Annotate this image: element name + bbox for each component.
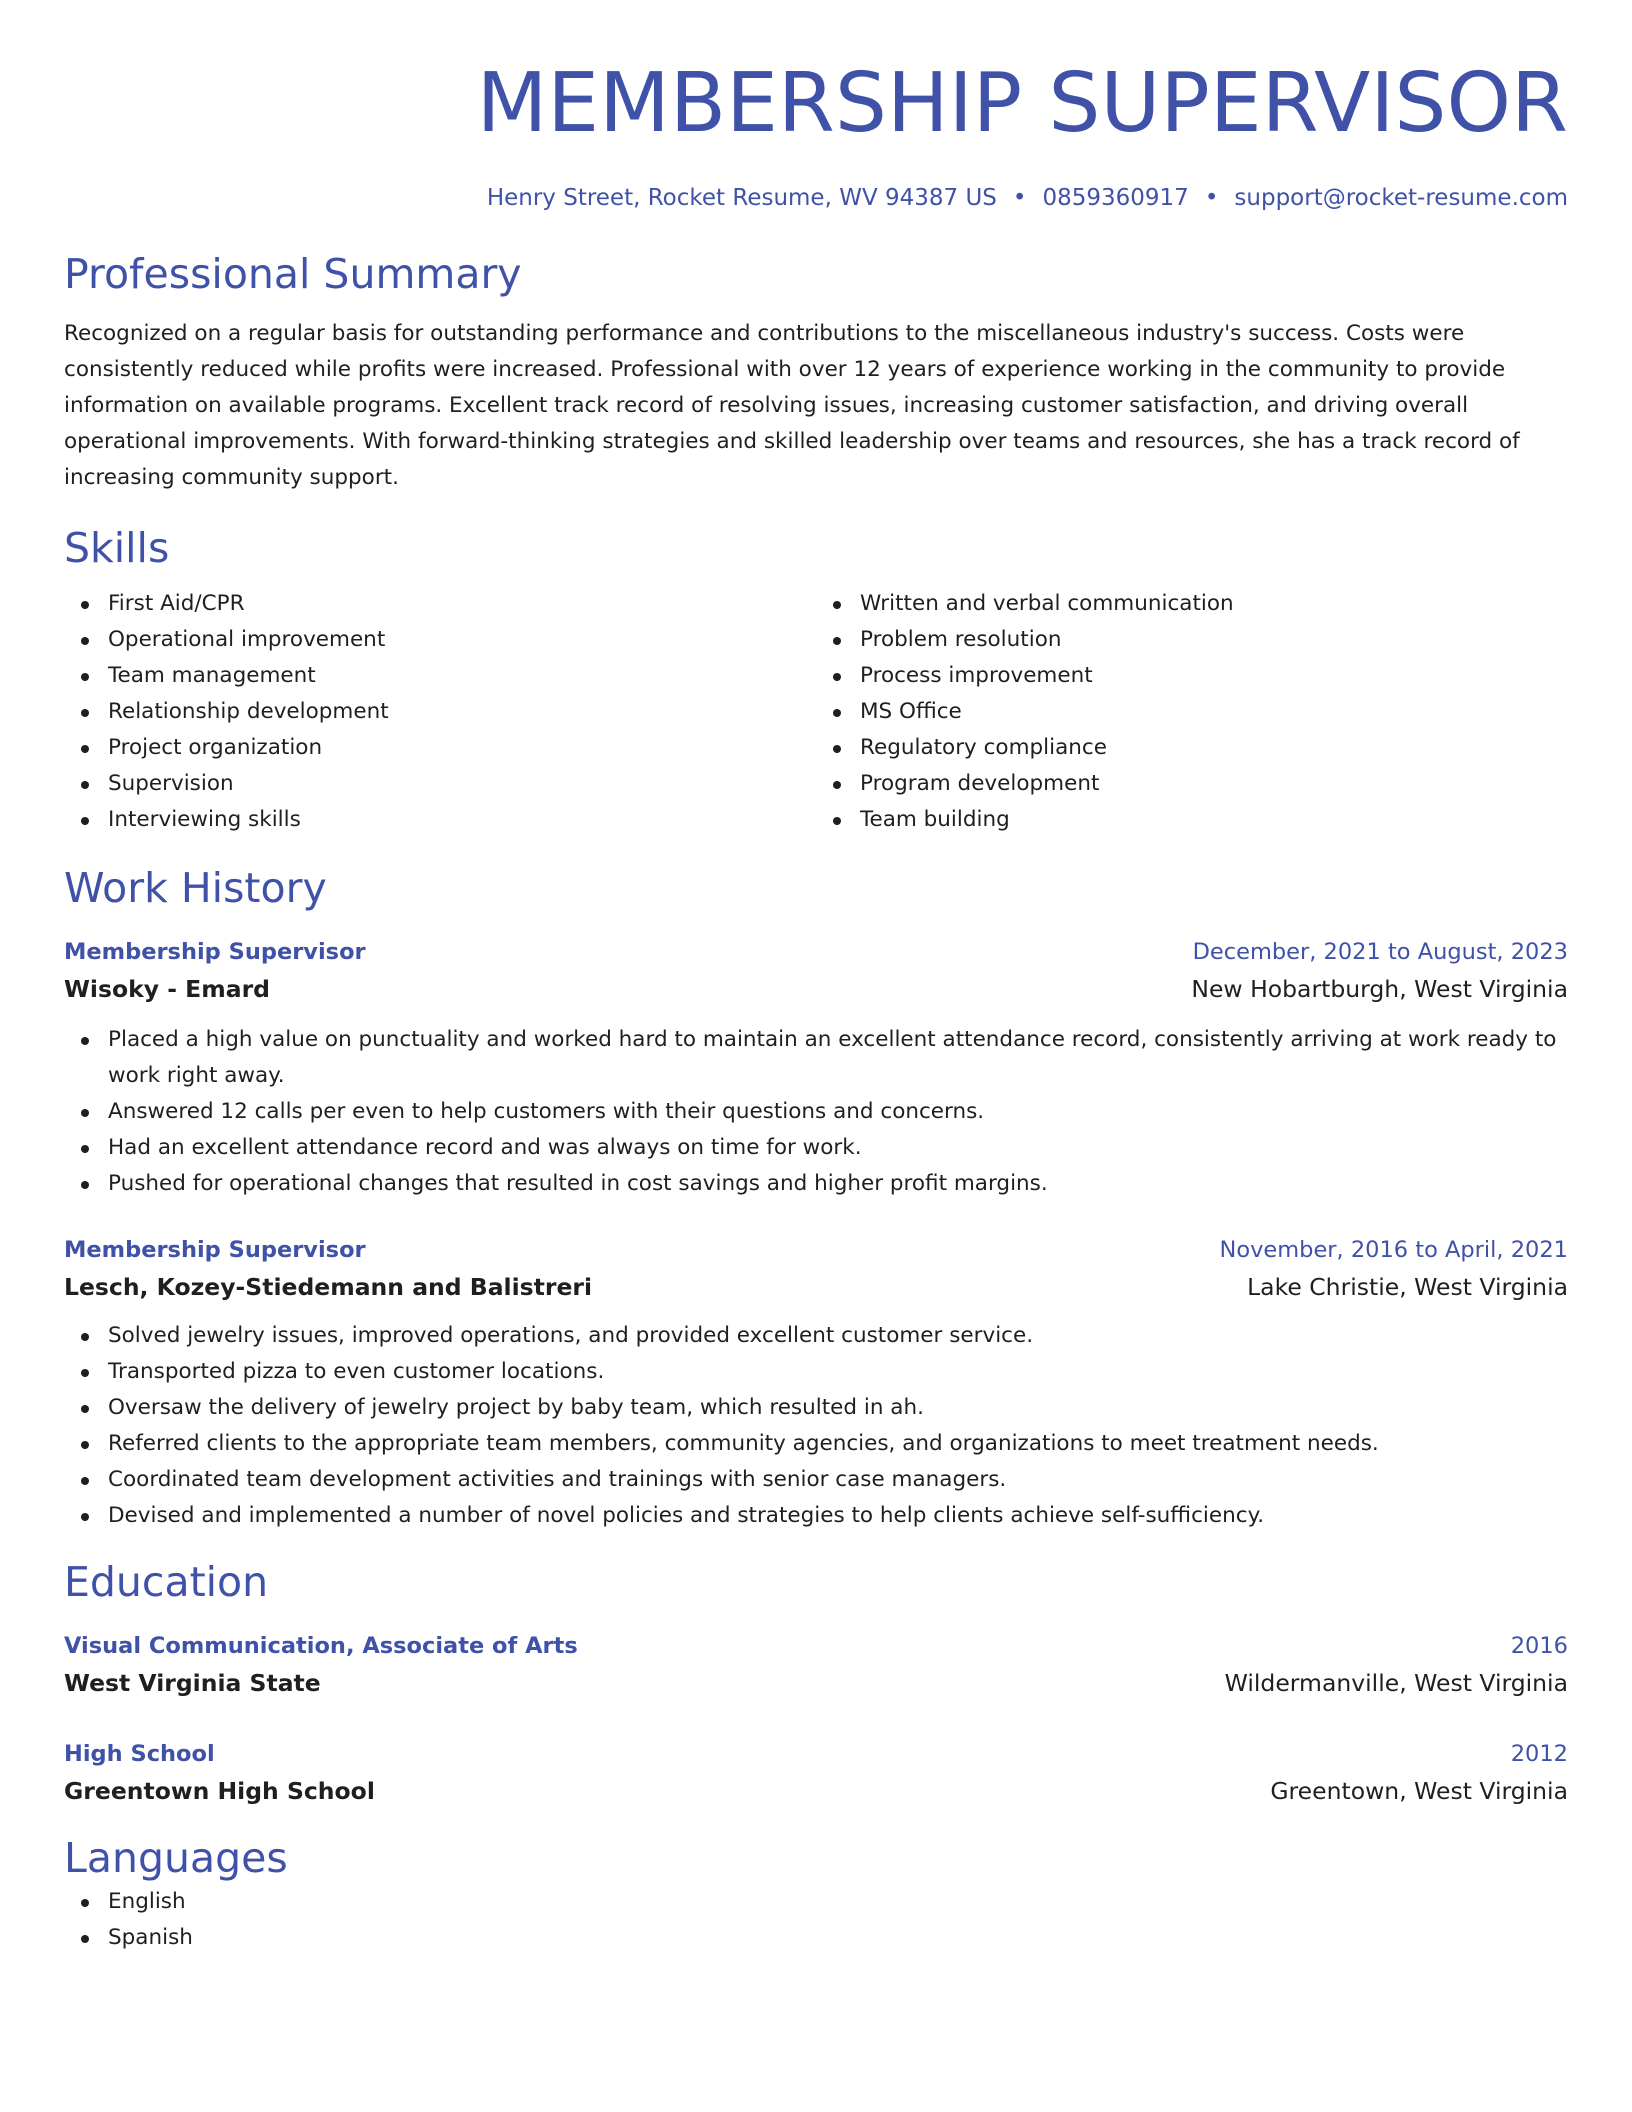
languages-list bbox=[64, 1884, 1568, 1956]
education-school: West Virginia State bbox=[64, 1669, 321, 1697]
skill-item: Project organization bbox=[64, 730, 816, 766]
resume-title: MEMBERSHIP SUPERVISOR bbox=[476, 56, 1568, 151]
education-entry-subheader bbox=[64, 1664, 1568, 1702]
job-bullet: Coordinated team development activities and trainings with senior case managers. bbox=[64, 1462, 1568, 1498]
skill-item: Problem resolution bbox=[816, 622, 1568, 658]
skill-item: Operational improvement bbox=[64, 622, 816, 658]
job-title: Membership Supervisor bbox=[64, 1237, 366, 1263]
contact-email: support@rocket-resume.com bbox=[1234, 185, 1568, 211]
education-entry-header bbox=[64, 1628, 1568, 1664]
education-year: 2012 bbox=[1510, 1741, 1568, 1767]
education-year: 2016 bbox=[1510, 1633, 1568, 1659]
education-entry bbox=[64, 1736, 1568, 1810]
job-dates: November, 2016 to April, 2021 bbox=[1219, 1237, 1568, 1263]
contact-line bbox=[64, 182, 1568, 214]
skills-heading: Skills bbox=[64, 524, 170, 572]
job-company: Lesch, Kozey-Stiedemann and Balistreri bbox=[64, 1273, 593, 1301]
skills-columns bbox=[64, 586, 1568, 838]
skill-item: Regulatory compliance bbox=[816, 730, 1568, 766]
language-item: Spanish bbox=[64, 1920, 1568, 1956]
work-entry bbox=[64, 1232, 1568, 1534]
skill-item: Written and verbal communication bbox=[816, 586, 1568, 622]
skill-item: Process improvement bbox=[816, 658, 1568, 694]
job-bullet: Pushed for operational changes that resulted in cost savings and higher profit margins. bbox=[64, 1166, 1568, 1202]
job-bullet: Had an excellent attendance record and was always on time for work. bbox=[64, 1130, 1568, 1166]
work-entry-subheader bbox=[64, 970, 1568, 1008]
skill-item: MS Office bbox=[816, 694, 1568, 730]
job-company: Wisoky - Emard bbox=[64, 975, 270, 1003]
education-school: Greentown High School bbox=[64, 1777, 375, 1805]
education-entry-subheader bbox=[64, 1772, 1568, 1810]
skill-item: Interviewing skills bbox=[64, 802, 816, 838]
education-entry bbox=[64, 1628, 1568, 1702]
language-item: English bbox=[64, 1884, 1568, 1920]
job-location: Lake Christie, West Virginia bbox=[1247, 1273, 1568, 1301]
contact-phone: 0859360917 bbox=[1042, 185, 1189, 211]
work-entry bbox=[64, 934, 1568, 1202]
skill-item: First Aid/CPR bbox=[64, 586, 816, 622]
education-location: Wildermanville, West Virginia bbox=[1224, 1669, 1568, 1697]
skills-list-left bbox=[64, 586, 816, 838]
job-location: New Hobartburgh, West Virginia bbox=[1191, 975, 1568, 1003]
work-entry-subheader bbox=[64, 1268, 1568, 1306]
skill-item: Supervision bbox=[64, 766, 816, 802]
job-bullet: Referred clients to the appropriate team members, community agencies, and organizations to meet treatment needs. bbox=[64, 1426, 1568, 1462]
work-entry-header bbox=[64, 934, 1568, 970]
education-degree: High School bbox=[64, 1741, 215, 1767]
job-bullet: Transported pizza to even customer locations. bbox=[64, 1354, 1568, 1390]
work-entry-header bbox=[64, 1232, 1568, 1268]
job-bullets bbox=[64, 1022, 1568, 1202]
languages-heading: Languages bbox=[64, 1834, 288, 1882]
education-heading: Education bbox=[64, 1558, 269, 1606]
job-title: Membership Supervisor bbox=[64, 939, 366, 965]
job-bullet: Solved jewelry issues, improved operations, and provided excellent customer service. bbox=[64, 1318, 1568, 1354]
skill-item: Team building bbox=[816, 802, 1568, 838]
education-location: Greentown, West Virginia bbox=[1270, 1777, 1568, 1805]
job-bullet: Oversaw the delivery of jewelry project by baby team, which resulted in ah. bbox=[64, 1390, 1568, 1426]
skill-item: Team management bbox=[64, 658, 816, 694]
education-entry-header bbox=[64, 1736, 1568, 1772]
job-dates: December, 2021 to August, 2023 bbox=[1192, 939, 1568, 965]
contact-address: Henry Street, Rocket Resume, WV 94387 US bbox=[486, 185, 997, 211]
job-bullet: Devised and implemented a number of novel policies and strategies to help clients achieve self-sufficiency. bbox=[64, 1498, 1568, 1534]
job-bullet: Placed a high value on punctuality and worked hard to maintain an excellent attendance record, consistently arriving at work ready to work right away. bbox=[64, 1022, 1568, 1094]
work-history-heading: Work History bbox=[64, 864, 327, 912]
contact-separator: • bbox=[1204, 185, 1219, 211]
job-bullets bbox=[64, 1318, 1568, 1534]
education-degree: Visual Communication, Associate of Arts bbox=[64, 1633, 578, 1659]
job-bullet: Answered 12 calls per even to help customers with their questions and concerns. bbox=[64, 1094, 1568, 1130]
skills-list-right bbox=[816, 586, 1568, 838]
summary-heading: Professional Summary bbox=[64, 250, 522, 298]
summary-text: Recognized on a regular basis for outstanding performance and contributions to the miscellaneous industry's success. Costs were consistently reduced while profits were increased. Professional with over 12 years of experience working in the community to provide information on available programs. Excellent track record of resolving issues, increasing customer satisfaction, and driving overall operational improvements. With forward-thinking strategies and skilled leadership over teams and resources, she has a track record of increasing community support. bbox=[64, 321, 1520, 490]
skill-item: Relationship development bbox=[64, 694, 816, 730]
skill-item: Program development bbox=[816, 766, 1568, 802]
contact-separator: • bbox=[1012, 185, 1027, 211]
